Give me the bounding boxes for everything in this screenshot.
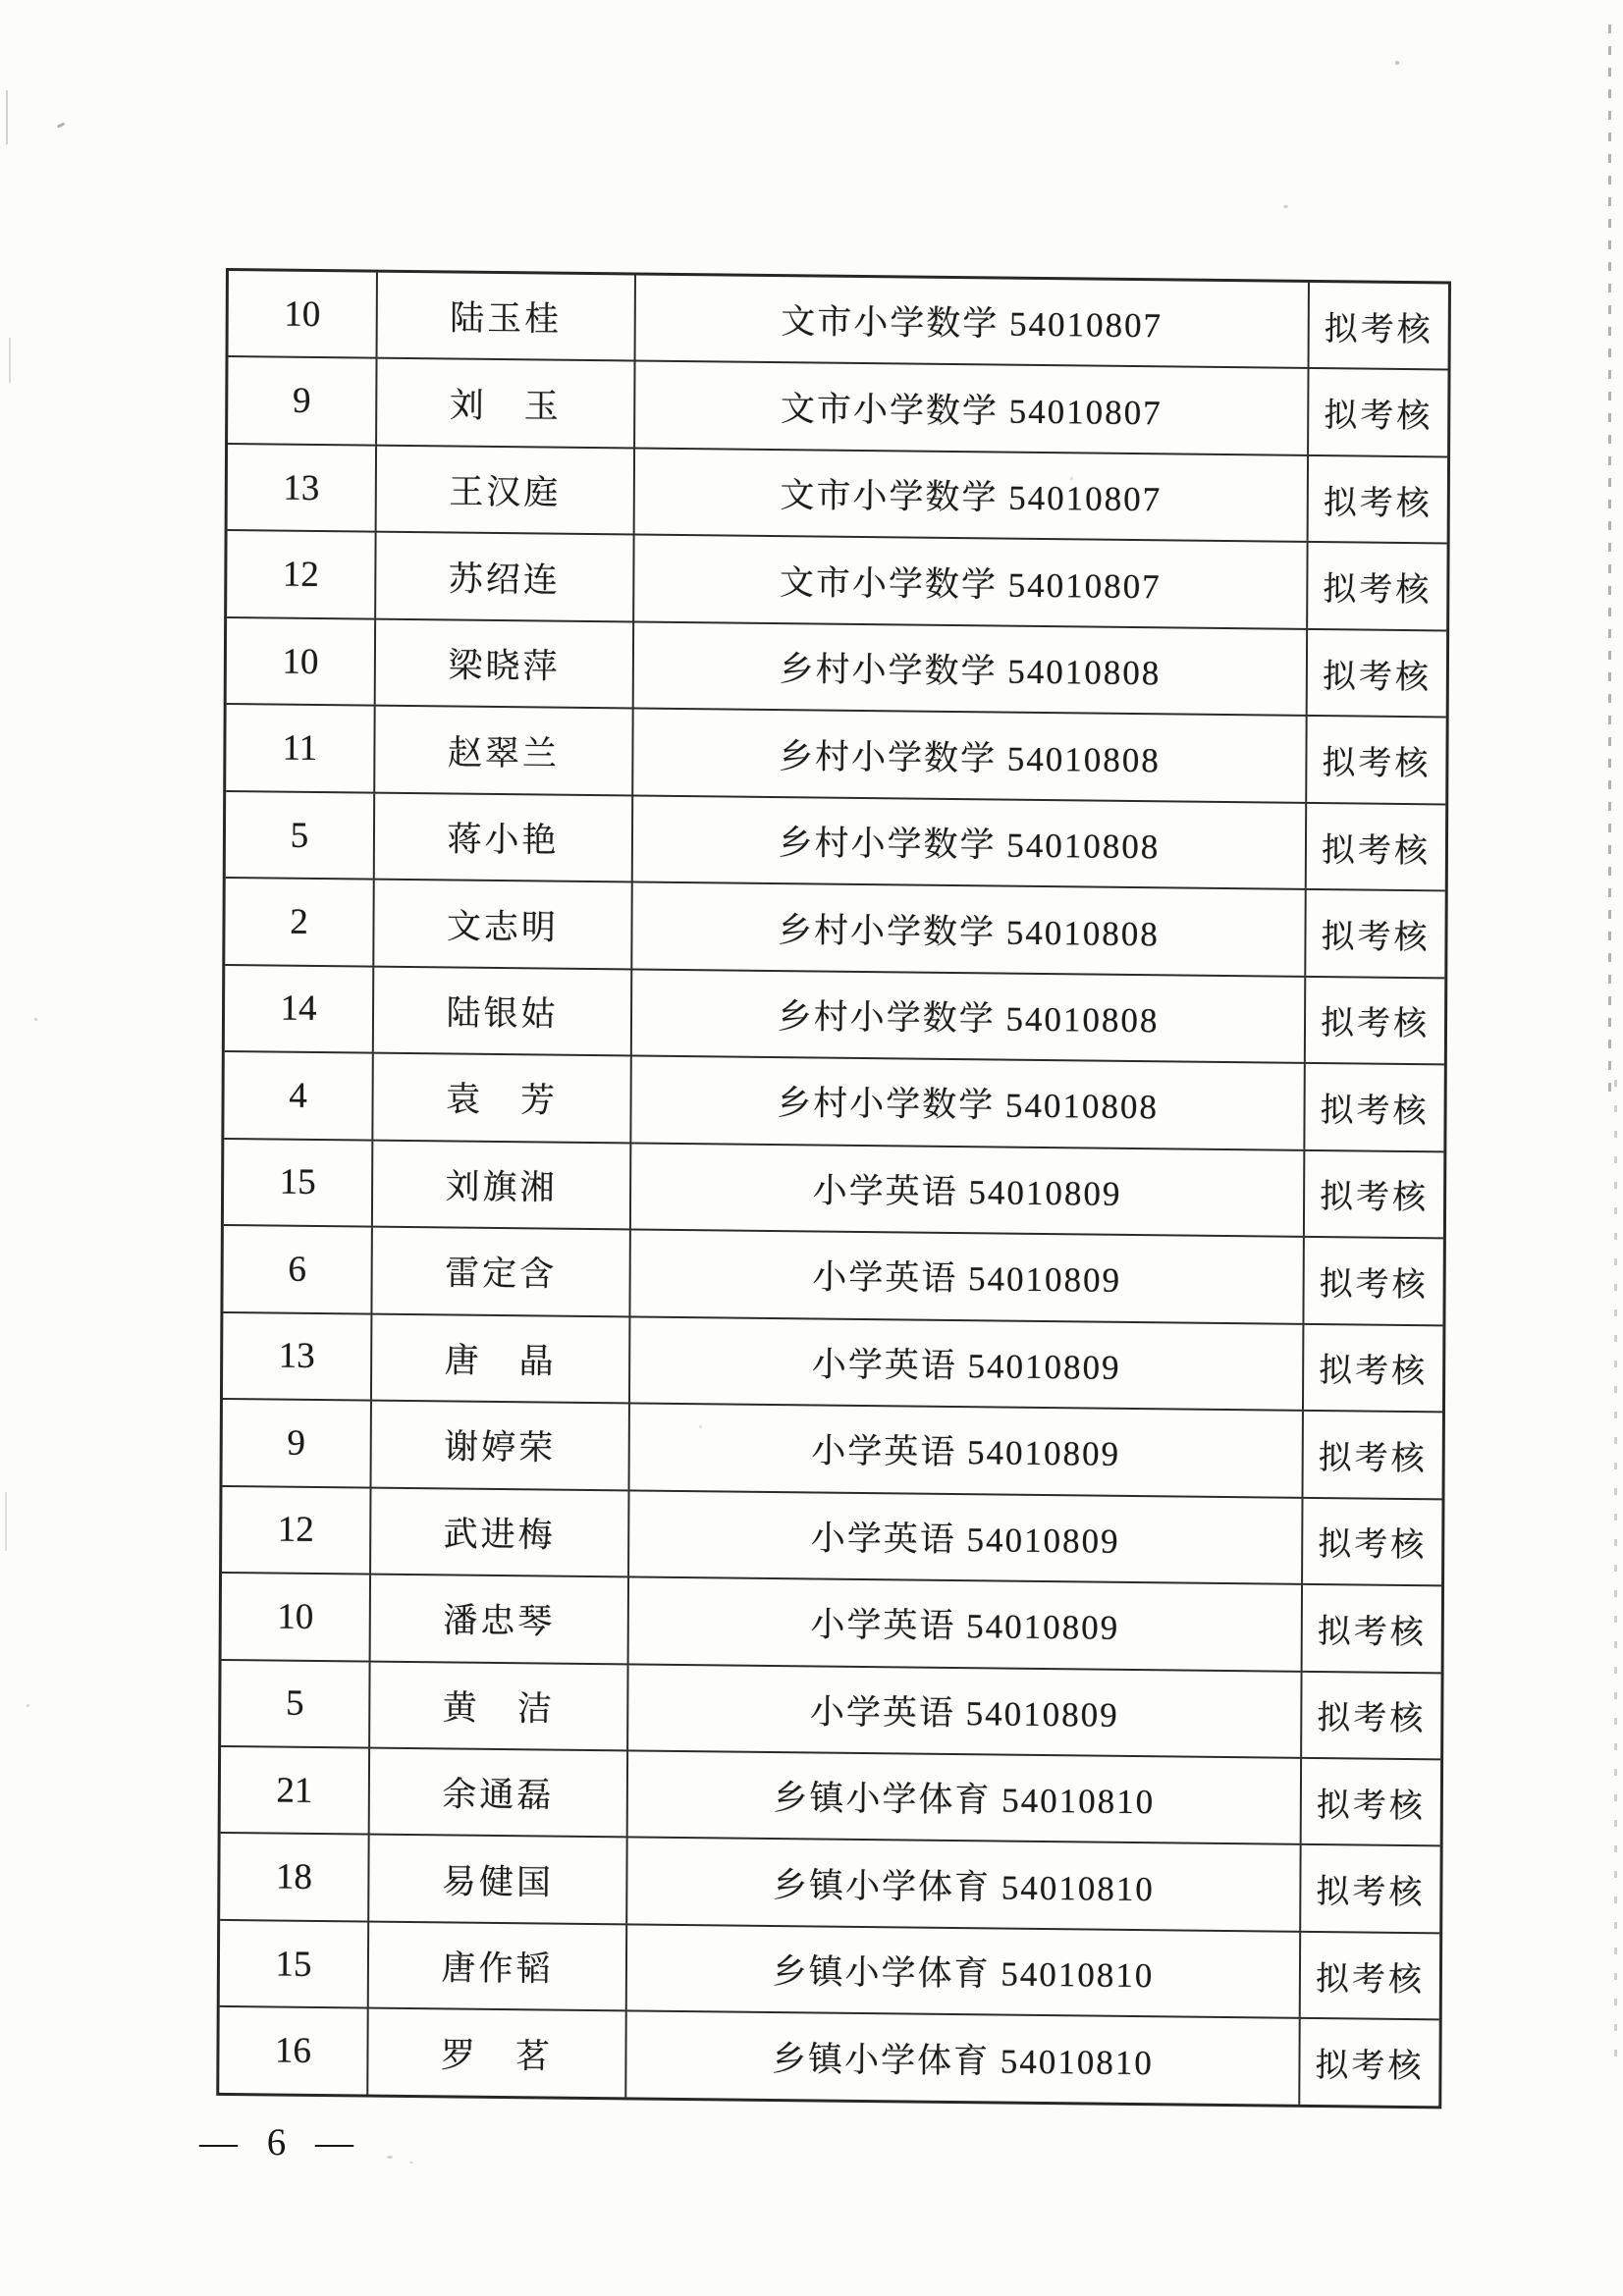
status-cell: 拟考核 <box>1306 543 1446 629</box>
position-cell: 小学英语 54010809 <box>627 1491 1301 1583</box>
table-row <box>221 1747 1440 1847</box>
position-cell: 小学英语 54010809 <box>626 1665 1300 1757</box>
position-cell: 文市小学数学 54010807 <box>634 276 1308 368</box>
status-cell: 拟考核 <box>1307 369 1447 455</box>
table-row <box>220 1921 1439 2021</box>
position-cell: 小学英语 54010809 <box>629 1144 1303 1236</box>
table-row <box>222 1487 1441 1587</box>
position-cell: 乡镇小学体育 54010810 <box>625 1925 1299 2017</box>
scan-speck <box>27 1704 29 1707</box>
status-cell: 拟考核 <box>1305 804 1445 890</box>
table-row <box>228 445 1447 545</box>
name-cell: 陆银姑 <box>372 967 630 1054</box>
table-row <box>226 705 1445 805</box>
table-row <box>228 357 1447 457</box>
scan-speck <box>409 2162 413 2163</box>
status-cell: 拟考核 <box>1302 1238 1442 1324</box>
rank-cell: 5 <box>290 815 309 856</box>
status-cell: 拟考核 <box>1301 1585 1441 1672</box>
scan-speck <box>34 1018 37 1021</box>
name-cell: 梁晓萍 <box>374 620 632 708</box>
position-cell: 文市小学数学 54010807 <box>633 449 1307 541</box>
candidates-table <box>216 268 1451 2109</box>
scan-edge-mark <box>9 338 11 383</box>
name-cell: 罗 茗 <box>366 2009 624 2097</box>
position-cell: 乡村小学数学 54010808 <box>631 710 1305 802</box>
rank-cell: 16 <box>274 2030 312 2072</box>
rank-cell: 5 <box>285 1682 304 1725</box>
status-cell: 拟考核 <box>1305 717 1445 803</box>
position-cell: 小学英语 54010809 <box>628 1317 1302 1410</box>
table-row <box>219 2007 1438 2106</box>
table-row <box>223 1226 1442 1326</box>
status-cell: 拟考核 <box>1307 456 1447 543</box>
status-cell: 拟考核 <box>1306 630 1446 717</box>
scan-streak <box>1614 1080 1617 2061</box>
rank-cell: 10 <box>282 641 319 682</box>
name-cell: 潘忠琴 <box>369 1575 627 1663</box>
status-cell: 拟考核 <box>1302 1324 1442 1411</box>
rank-cell: 4 <box>289 1075 307 1116</box>
table-row <box>220 1834 1439 1934</box>
position-cell: 小学英语 54010809 <box>628 1405 1302 1497</box>
status-cell: 拟考核 <box>1300 1759 1440 1845</box>
position-cell: 乡镇小学体育 54010810 <box>625 1839 1299 1931</box>
name-cell: 武进梅 <box>369 1488 627 1575</box>
status-cell: 拟考核 <box>1299 1933 1439 2019</box>
name-cell: 苏绍连 <box>374 533 632 620</box>
status-cell: 拟考核 <box>1298 2019 1438 2106</box>
position-cell: 文市小学数学 54010807 <box>633 362 1307 454</box>
position-cell: 小学英语 54010809 <box>627 1577 1301 1670</box>
page-number: — 6 — <box>199 2121 355 2163</box>
rank-cell: 12 <box>282 554 319 596</box>
status-cell: 拟考核 <box>1303 1064 1443 1150</box>
name-cell: 赵翠兰 <box>373 707 631 794</box>
position-cell: 乡镇小学体育 54010810 <box>626 1751 1300 1843</box>
name-cell: 蒋小艳 <box>373 793 631 881</box>
name-cell: 袁 芳 <box>371 1054 629 1142</box>
rank-cell: 15 <box>279 1162 316 1203</box>
name-cell: 雷定含 <box>370 1228 628 1315</box>
status-cell: 拟考核 <box>1302 1412 1442 1498</box>
scan-speck <box>387 2156 393 2159</box>
rank-cell: 14 <box>280 988 317 1030</box>
name-cell: 谢婷荣 <box>370 1402 628 1489</box>
table-row <box>222 1400 1441 1500</box>
rank-cell: 10 <box>277 1596 314 1637</box>
status-cell: 拟考核 <box>1301 1498 1441 1584</box>
position-cell: 乡村小学数学 54010808 <box>632 622 1306 715</box>
table-row <box>227 531 1446 631</box>
rank-cell: 12 <box>277 1509 314 1551</box>
table-row <box>224 1140 1443 1240</box>
rank-cell: 13 <box>278 1335 315 1377</box>
name-cell: 王汉庭 <box>375 447 633 534</box>
position-cell: 小学英语 54010809 <box>628 1231 1302 1323</box>
name-cell: 易健国 <box>367 1836 625 1923</box>
position-cell: 乡村小学数学 54010808 <box>629 1057 1303 1149</box>
table-row <box>222 1574 1441 1674</box>
table-row <box>227 618 1446 719</box>
table-row <box>221 1660 1440 1760</box>
rank-cell: 6 <box>288 1249 307 1290</box>
table-row <box>223 1313 1442 1414</box>
table-row <box>225 966 1444 1066</box>
rank-cell: 9 <box>287 1422 306 1464</box>
position-cell: 文市小学数学 54010807 <box>632 536 1306 628</box>
position-cell: 乡村小学数学 54010808 <box>631 796 1305 888</box>
status-cell: 拟考核 <box>1304 978 1444 1064</box>
position-cell: 乡村小学数学 54010808 <box>630 883 1304 976</box>
status-cell: 拟考核 <box>1303 1151 1443 1238</box>
name-cell: 黄 洁 <box>368 1662 626 1749</box>
rank-cell: 21 <box>276 1770 313 1811</box>
status-cell: 拟考核 <box>1299 1845 1439 1932</box>
rank-cell: 13 <box>283 467 320 508</box>
table-row <box>226 792 1445 892</box>
scan-speck <box>1395 61 1399 65</box>
name-cell: 唐作韬 <box>367 1922 625 2009</box>
rank-cell: 15 <box>275 1944 312 1985</box>
scan-speck <box>1283 205 1288 208</box>
scan-streak <box>1608 25 1611 1104</box>
status-cell: 拟考核 <box>1308 283 1448 369</box>
position-cell: 乡镇小学体育 54010810 <box>624 2012 1298 2105</box>
rank-cell: 9 <box>292 380 311 422</box>
table-row <box>225 879 1444 979</box>
name-cell: 唐 晶 <box>370 1314 628 1402</box>
name-cell: 陆玉桂 <box>376 273 634 360</box>
rank-cell: 10 <box>284 294 321 335</box>
name-cell: 刘 玉 <box>375 359 633 447</box>
status-cell: 拟考核 <box>1300 1672 1440 1758</box>
rank-cell: 2 <box>290 901 308 942</box>
rank-cell: 18 <box>275 1856 313 1898</box>
scan-edge-mark <box>5 1492 7 1551</box>
table-row <box>224 1052 1443 1152</box>
status-cell: 拟考核 <box>1304 890 1444 977</box>
table-row <box>229 271 1448 371</box>
name-cell: 文志明 <box>372 881 630 968</box>
name-cell: 刘旗湘 <box>371 1141 629 1228</box>
position-cell: 乡村小学数学 54010808 <box>630 970 1304 1062</box>
name-cell: 余通磊 <box>368 1749 626 1837</box>
scan-speck <box>57 122 66 128</box>
rank-cell: 11 <box>282 727 318 770</box>
scan-edge-mark <box>6 90 8 144</box>
